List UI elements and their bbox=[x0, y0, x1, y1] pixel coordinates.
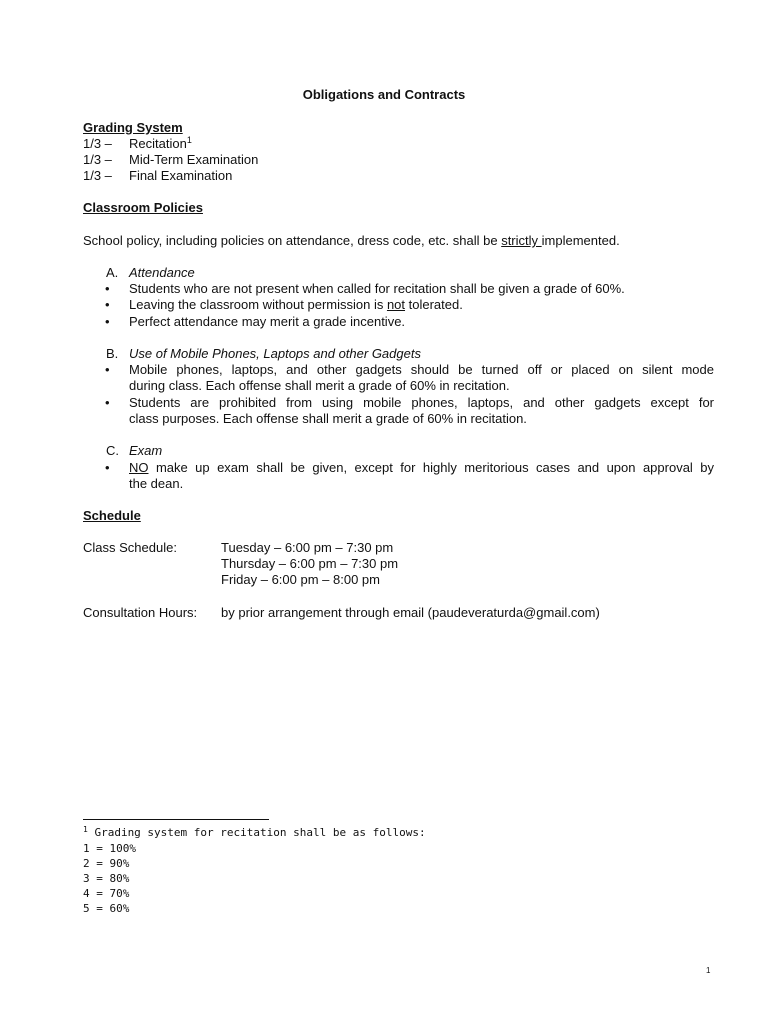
attendance-item-1: Students who are not present when called for recitation shall be given a grade of 60%. bbox=[129, 281, 625, 296]
policies-intro: School policy, including policies on attendance, dress code, etc. shall be strictly implemented. bbox=[83, 233, 620, 248]
section-c-marker: C. bbox=[106, 443, 119, 458]
section-b-title: Use of Mobile Phones, Laptops and other Gadgets bbox=[129, 346, 421, 361]
grading-fraction-1: 1/3 – bbox=[83, 136, 112, 151]
bullet-icon: • bbox=[105, 281, 110, 296]
class-schedule-label: Class Schedule: bbox=[83, 540, 177, 555]
bullet-icon: • bbox=[105, 297, 110, 312]
attendance-item-2: Leaving the classroom without permission is not tolerated. bbox=[129, 297, 463, 312]
grading-label-3: Final Examination bbox=[129, 168, 233, 183]
class-schedule-thursday: Thursday – 6:00 pm – 7:30 pm bbox=[221, 556, 399, 571]
consultation-value: by prior arrangement through email (paudeveraturda@gmail.com) bbox=[221, 605, 600, 620]
bullet-icon: • bbox=[105, 395, 110, 410]
section-a-marker: A. bbox=[106, 265, 119, 280]
section-a-title: Attendance bbox=[129, 265, 195, 280]
footnote-line-1: 1 = 100% bbox=[83, 842, 136, 855]
schedule-heading: Schedule bbox=[83, 508, 141, 523]
exam-item-1: NO make up exam shall be given, except for highly meritorious cases and upon approval by the dean. bbox=[129, 460, 714, 491]
section-b-marker: B. bbox=[106, 346, 119, 361]
footnote-divider bbox=[83, 819, 269, 820]
section-c-title: Exam bbox=[129, 443, 163, 458]
bullet-icon: • bbox=[105, 362, 110, 377]
page-number: 1 bbox=[706, 966, 711, 975]
bullet-icon: • bbox=[105, 314, 110, 329]
grading-label-1: Recitation$^1$ bbox=[129, 135, 192, 151]
document-title: Obligations and Contracts bbox=[302, 87, 466, 102]
bullet-icon: • bbox=[105, 460, 110, 475]
gadgets-item-2: Students are prohibited from using mobile phones, laptops, and other gadgets except for class purposes. Each offense shall merit a grade of 60% in recitation. bbox=[129, 395, 714, 426]
footnote-intro: $^1$ Grading system for recitation shall be as follows: bbox=[83, 825, 426, 839]
footnote-line-2: 2 = 90% bbox=[83, 857, 130, 870]
footnote-ref: 1 bbox=[186, 135, 192, 145]
class-schedule-friday: Friday – 6:00 pm – 8:00 pm bbox=[221, 572, 380, 587]
attendance-item-3: Perfect attendance may merit a grade incentive. bbox=[129, 314, 406, 329]
grading-heading: Grading System bbox=[83, 120, 183, 135]
footnote-line-5: 5 = 60% bbox=[83, 902, 130, 915]
class-schedule-tuesday: Tuesday – 6:00 pm – 7:30 pm bbox=[221, 540, 394, 555]
consultation-label: Consultation Hours: bbox=[83, 605, 198, 620]
policies-heading: Classroom Policies bbox=[83, 200, 203, 215]
grading-fraction-2: 1/3 – bbox=[83, 152, 112, 167]
gadgets-item-1: Mobile phones, laptops, and other gadgets should be turned off or placed on silent mode during class. Each offense shall merit a grade of 60% in recitation. bbox=[129, 362, 714, 393]
footnote-line-3: 3 = 80% bbox=[83, 872, 130, 885]
grading-fraction-3: 1/3 – bbox=[83, 168, 112, 183]
footnote-line-4: 4 = 70% bbox=[83, 887, 130, 900]
grading-label-2: Mid-Term Examination bbox=[129, 152, 259, 167]
